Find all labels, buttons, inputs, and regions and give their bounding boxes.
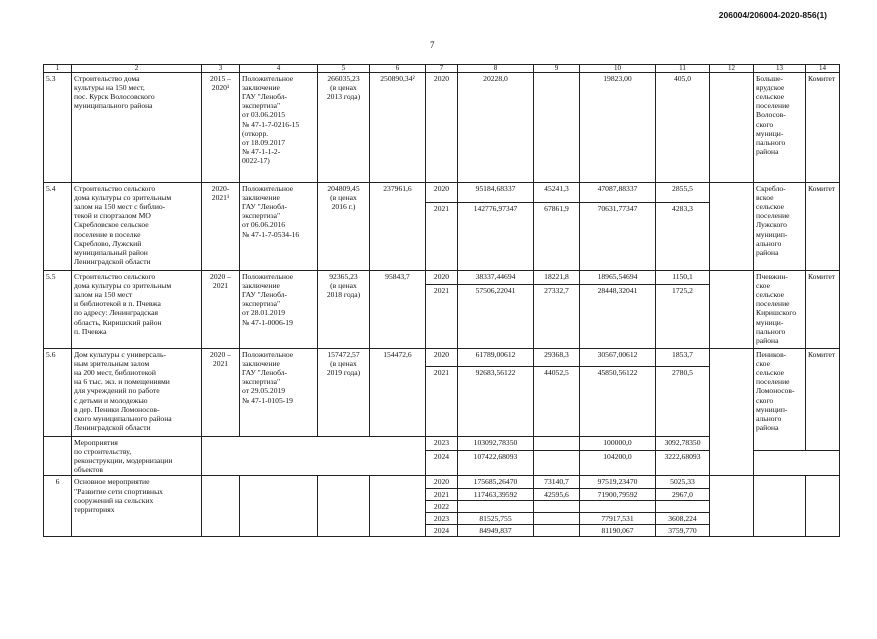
row-number: 5.6: [44, 349, 72, 437]
total-value: 61789,00612: [458, 349, 534, 367]
col12-cell: [710, 476, 754, 537]
col10-value: 28448,32041: [580, 285, 656, 349]
total-value: 117463,39592: [458, 488, 534, 500]
year: 2021: [426, 203, 458, 271]
col12-cell: [710, 271, 754, 349]
col9-value: [534, 524, 580, 536]
recipient: Пчевжин- ское сельское поселение Киришского муници- пального района: [754, 271, 806, 349]
col10-value: 19823,00: [580, 73, 656, 183]
expert-conclusion: [240, 476, 318, 537]
col10-value: 81190,067: [580, 524, 656, 536]
col9-value: 45241,3: [534, 183, 580, 203]
total-value: 107422,68093: [458, 450, 534, 476]
object-name: Основное мероприятие "Развитие сети спортивных сооружений на сельских территориях: [72, 476, 202, 537]
col9-value: [534, 512, 580, 524]
col10-value: 45850,56122: [580, 367, 656, 437]
object-name: Строительство сельского дома культуры со зрительным залом на 150 мест с библио- текой и спортзалом МО Скребловское сельское поселение в поселке Скреблово, Лужский муниципальный район Ленинградской области: [72, 183, 202, 271]
estimated-cost: 92365,23 (в ценах 2018 года): [318, 271, 370, 349]
row-number: 5.3: [44, 73, 72, 183]
col11-value: 3222,68093: [656, 450, 710, 476]
col6-value: [370, 476, 426, 537]
col-header: 7: [426, 65, 458, 73]
col-header: 13: [754, 65, 806, 73]
col-header: 12: [710, 65, 754, 73]
year: 2020: [426, 73, 458, 183]
col10-value: 18965,54694: [580, 271, 656, 285]
col10-value: 30567,00612: [580, 349, 656, 367]
period: 2020 – 2021: [202, 349, 240, 437]
year: 2020: [426, 271, 458, 285]
total-value: 95184,68337: [458, 183, 534, 203]
table-row-5-5: [44, 271, 840, 285]
year: 2023: [426, 512, 458, 524]
total-value: 142776,97347: [458, 203, 534, 271]
total-value: [458, 500, 534, 512]
col6-value: 154472,6: [370, 349, 426, 437]
col-header: 1: [44, 65, 72, 73]
period: [202, 476, 240, 537]
col11-value: 2780,5: [656, 367, 710, 437]
committee: Комитет: [806, 73, 840, 183]
col9-value: 73140,7: [534, 476, 580, 488]
col11-value: 3608,224: [656, 512, 710, 524]
document-number: 206004/206004-2020-856(1): [718, 10, 827, 20]
table-row-6: [44, 476, 840, 488]
col12-cell: [710, 73, 754, 183]
col11-value: 1853,7: [656, 349, 710, 367]
period: 2020- 2021¹: [202, 183, 240, 271]
col-header: 10: [580, 65, 656, 73]
col10-value: 97519,23470: [580, 476, 656, 488]
total-value: 175685,26470: [458, 476, 534, 488]
col11-value: 2967,0: [656, 488, 710, 500]
total-value: 38337,44694: [458, 271, 534, 285]
year: 2021: [426, 488, 458, 500]
year: 2020: [426, 349, 458, 367]
col9-value: 44052,5: [534, 367, 580, 437]
total-value: 57506,22041: [458, 285, 534, 349]
col10-value: [580, 500, 656, 512]
table-row-5-3: [44, 73, 840, 183]
col9-value: 29368,3: [534, 349, 580, 367]
estimated-cost: 266035,23 (в ценах 2013 года): [318, 73, 370, 183]
col9-value: 67861,9: [534, 203, 580, 271]
committee: [806, 476, 840, 537]
col11-value: 4283,3: [656, 203, 710, 271]
col11-value: 405,0: [656, 73, 710, 183]
period: 2020 – 2021: [202, 271, 240, 349]
object-name: Строительство дома культуры на 150 мест, пос. Курск Волосовского муниципального района: [72, 73, 202, 183]
col6-value: 95843,7: [370, 271, 426, 349]
col9-value: 42595,6: [534, 488, 580, 500]
col-header: 14: [806, 65, 840, 73]
year: 2023: [426, 437, 458, 451]
col10-value: 71900,79592: [580, 488, 656, 500]
object-name: Дом культуры с универсаль- ным зрительным залом на 200 мест, библиотекой на 6 тыс. экз. и помещениями для учреждений по работе с детьми и молодежью в дер. Пеники Ломоносов- ского муниципального района Ленинградской области: [72, 349, 202, 437]
total-value: 103092,78350: [458, 437, 534, 451]
total-value: 92683,56122: [458, 367, 534, 437]
col10-value: 104200,0: [580, 450, 656, 476]
year: 2024: [426, 524, 458, 536]
row-number: 5.4: [44, 183, 72, 271]
row-number: 6: [44, 476, 72, 537]
col9-value: 18221,8: [534, 271, 580, 285]
committee: Комитет: [806, 271, 840, 349]
col-header: 3: [202, 65, 240, 73]
row-number: 5.5: [44, 271, 72, 349]
col10-value: 47087,88337: [580, 183, 656, 203]
col6-value: 237961,6: [370, 183, 426, 271]
total-value: 20228,0: [458, 73, 534, 183]
col9-value: [534, 437, 580, 451]
col11-value: 2855,5: [656, 183, 710, 203]
table-row-5-6: [44, 349, 840, 367]
recipient: Пеников- ское сельское поселение Ломоносов- ского муницип- ального района: [754, 349, 806, 451]
col-header: 8: [458, 65, 534, 73]
column-number-row: [44, 65, 840, 73]
col9-value: [534, 73, 580, 183]
recipient: Скребло- вское сельское поселение Лужского муницип- ального района: [754, 183, 806, 271]
col12-cell: [710, 349, 754, 476]
row-number: [44, 437, 72, 476]
col11-value: 1150,1: [656, 271, 710, 285]
col11-value: 1725,2: [656, 285, 710, 349]
object-name: Строительство сельского дома культуры со зрительным залом на 150 мест и библиотекой в п. Пчевжа по адресу: Ленинградская область, Киришский район п. Пчевжа: [72, 271, 202, 349]
col-header: 4: [240, 65, 318, 73]
col10-value: 77917,531: [580, 512, 656, 524]
year: 2020: [426, 476, 458, 488]
col9-value: [534, 450, 580, 476]
table-row-5-4: [44, 183, 840, 203]
year: 2022: [426, 500, 458, 512]
estimated-cost: [318, 476, 370, 537]
col10-value: 70631,77347: [580, 203, 656, 271]
total-value: 81525,755: [458, 512, 534, 524]
object-name: Мероприятия по строительству, реконструкции, модернизации объектов: [72, 437, 202, 476]
col12-cell: [710, 183, 754, 271]
program-table: [43, 64, 840, 537]
recipient: Больше- врудское сельское поселение Волосов- ского муници- пального района: [754, 73, 806, 183]
col9-value: [534, 500, 580, 512]
col-header: 9: [534, 65, 580, 73]
year: 2021: [426, 285, 458, 349]
expert-conclusion: Положительное заключение ГАУ "Ленобл- экспертиза" от 28.01.2019 № 47-1-0006-19: [240, 271, 318, 349]
col11-value: 3759,770: [656, 524, 710, 536]
year: 2024: [426, 450, 458, 476]
year: 2020: [426, 183, 458, 203]
estimated-cost: 157472,57 (в ценах 2019 года): [318, 349, 370, 437]
period: 2015 – 2020¹: [202, 73, 240, 183]
col-header: 2: [72, 65, 202, 73]
empty-cell: [754, 450, 840, 476]
col11-value: [656, 500, 710, 512]
year: 2021: [426, 367, 458, 437]
col11-value: 5025,33: [656, 476, 710, 488]
col9-value: 27332,7: [534, 285, 580, 349]
recipient: [754, 476, 806, 537]
expert-conclusion: Положительное заключение ГАУ "Ленобл- экспертиза" от 03.06.2015 № 47-1-7-0216-15 (откорр. от 18.09.2017 № 47-1-1-2- 0022-17): [240, 73, 318, 183]
page-number: 7: [430, 40, 435, 50]
expert-conclusion: Положительное заключение ГАУ "Ленобл- экспертиза" от 29.05.2019 № 47-1-0105-19: [240, 349, 318, 437]
col11-value: 3092,78350: [656, 437, 710, 451]
col-header: 11: [656, 65, 710, 73]
total-value: 84949,837: [458, 524, 534, 536]
col-header: 6: [370, 65, 426, 73]
col6-value: 250890,34²: [370, 73, 426, 183]
merged-empty-cell: [202, 437, 426, 476]
committee: Комитет: [806, 183, 840, 271]
expert-conclusion: Положительное заключение ГАУ "Ленобл- экспертиза" от 06.06.2016 № 47-1-7-0534-16: [240, 183, 318, 271]
committee: Комитет: [806, 349, 840, 451]
col-header: 5: [318, 65, 370, 73]
estimated-cost: 204809,45 (в ценах 2016 г.): [318, 183, 370, 271]
col10-value: 100000,0: [580, 437, 656, 451]
